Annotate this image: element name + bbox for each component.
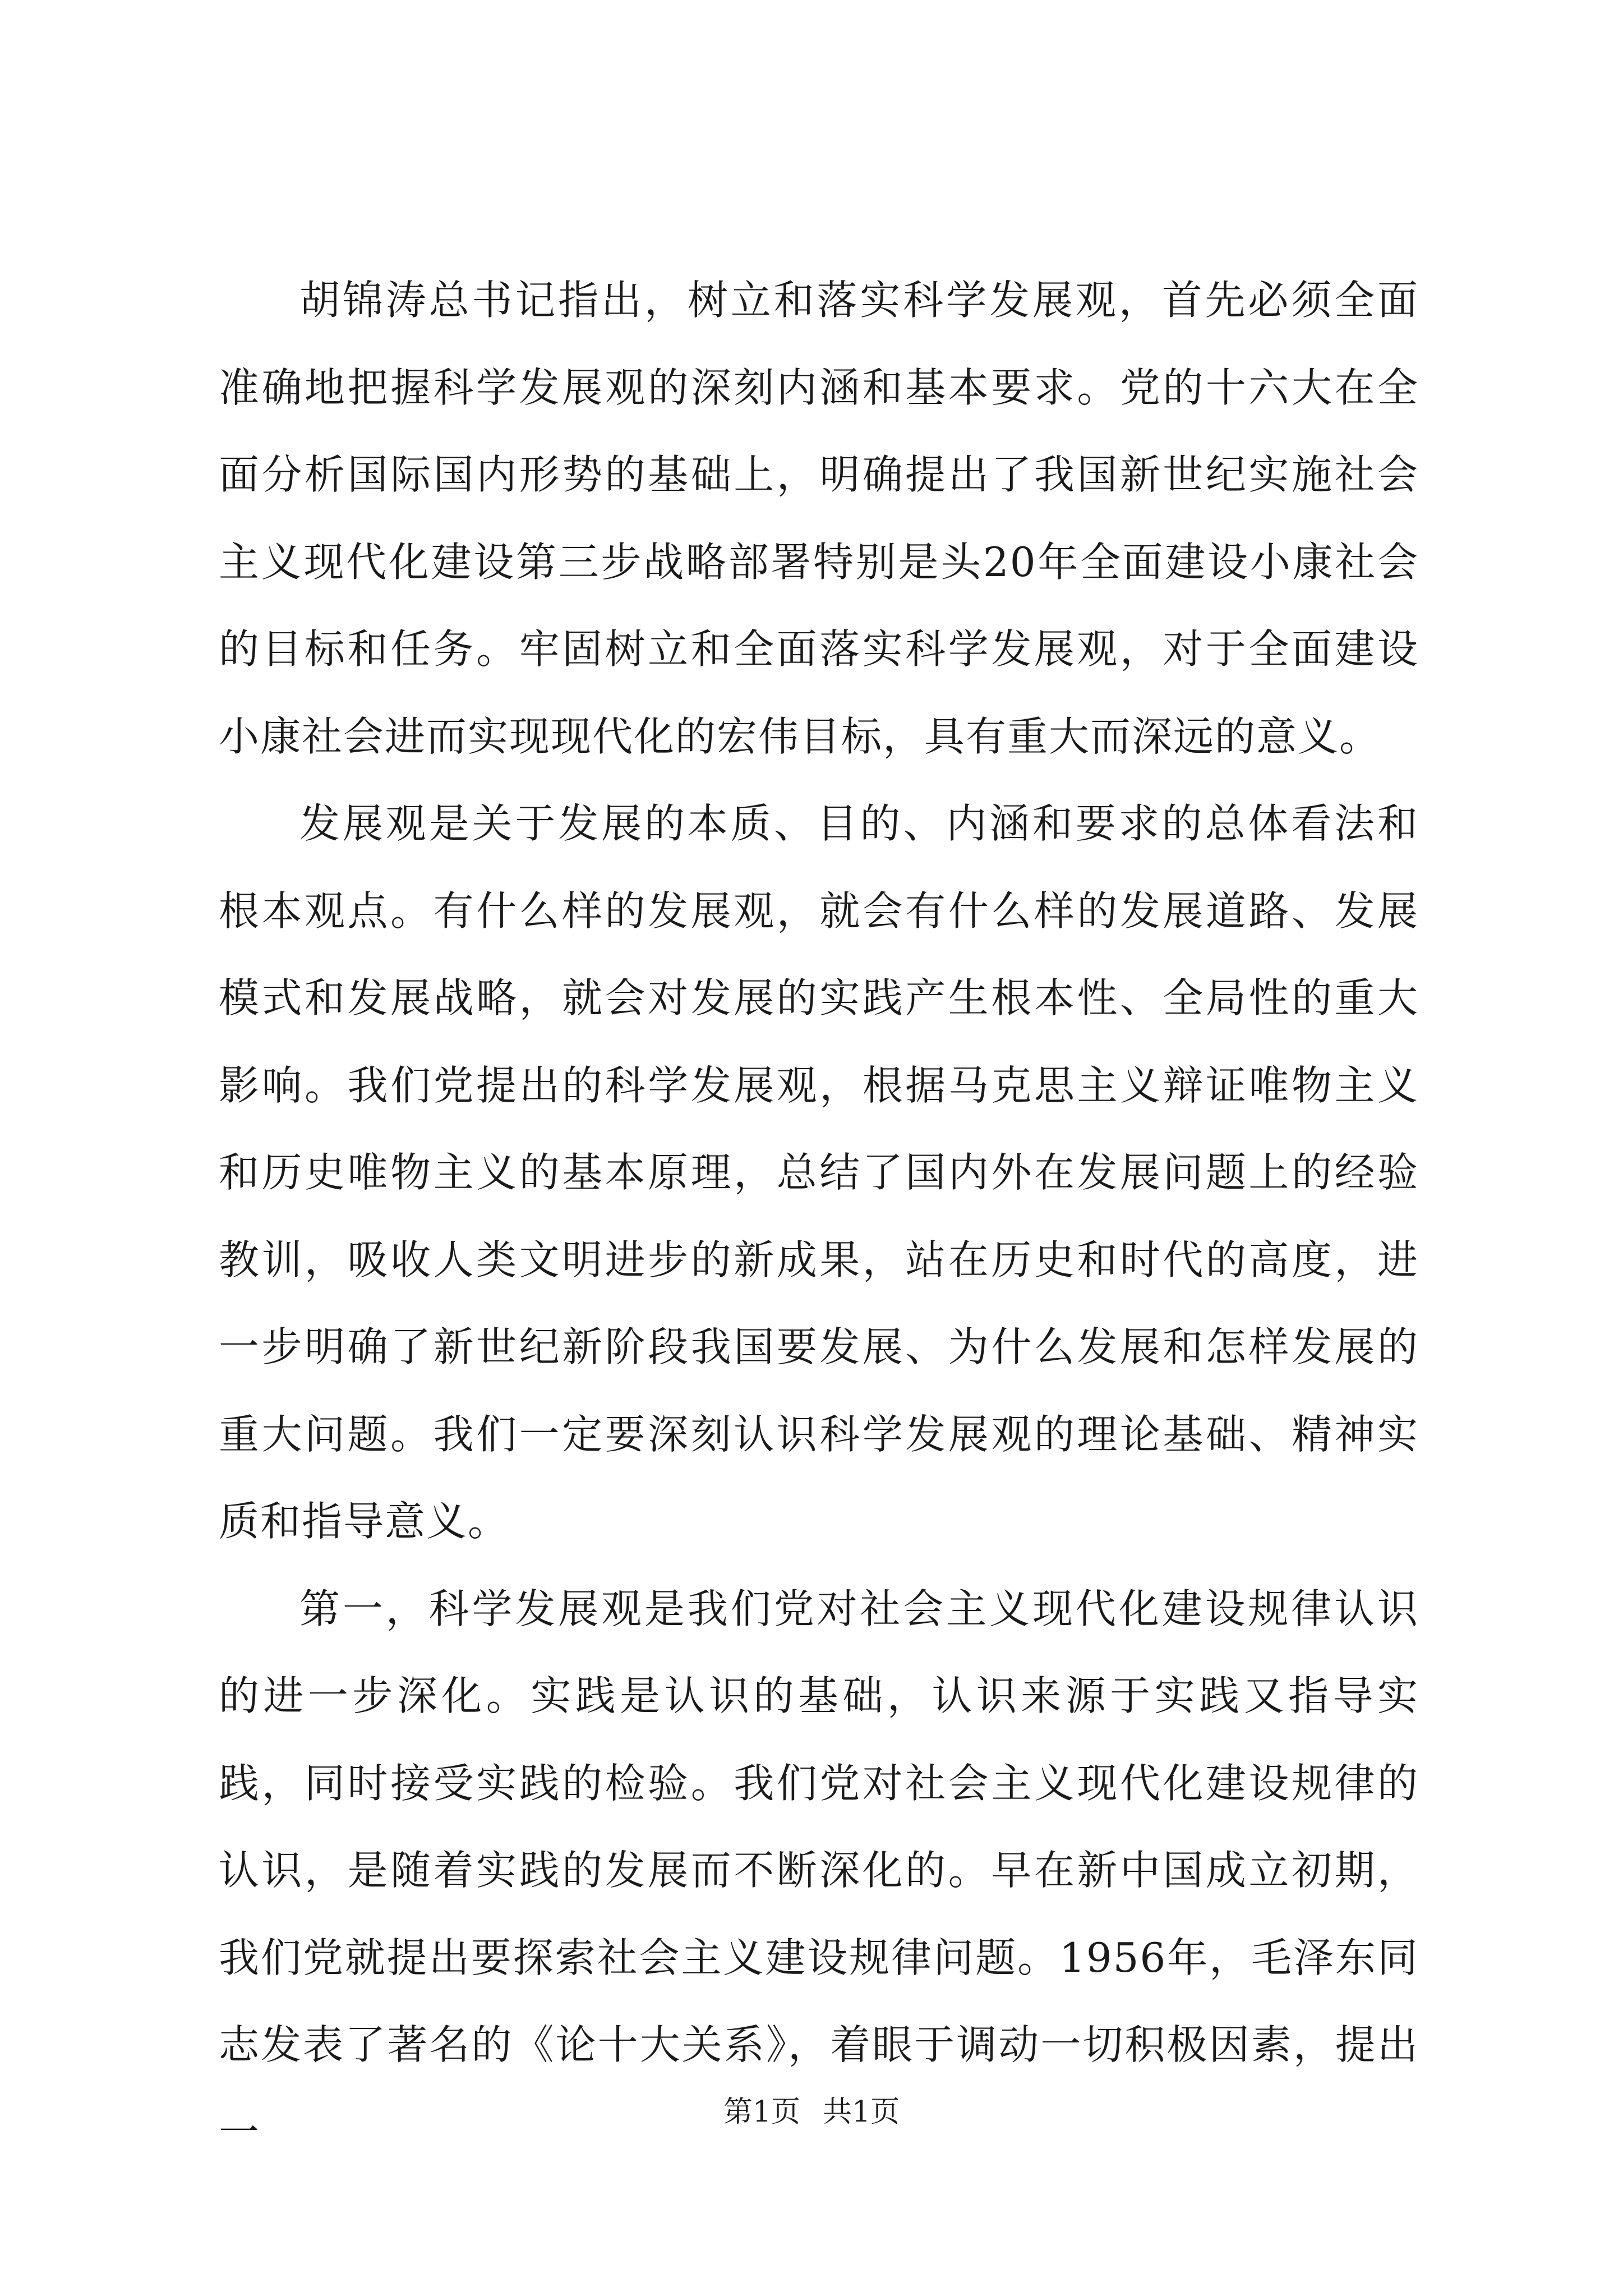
paragraph: 发展观是关于发展的本质、目的、内涵和要求的总体看法和根本观点。有什么样的发展观，就会有什么样的发展道路、发展模式和发展战略，就会对发展的实践产生根本性、全局性的重大影响。我们党提出的科学发展观，根据马克思主义辩证唯物主义和历史唯物主义的基本原理，总结了国内外在发展问题上的经验教训，吸收人类文明进步的新成果，站在历史和时代的高度，进一步明确了新世纪新阶段我国要发展、为什么发展和怎样发展的重大问题。我们一定要深刻认识科学发展观的理论基础、精神实质和指导意义。 (219, 800, 1419, 1545)
page-number: 第1页 (723, 2095, 800, 2129)
page-total: 共1页 (823, 2095, 900, 2129)
paragraph: 胡锦涛总书记指出，树立和落实科学发展观，首先必须全面准确地把握科学发展观的深刻内涵和基本要求。党的十六大在全面分析国际国内形势的基础上，明确提出了我国新世纪实施社会主义现代化建设第三步战略部署特别是头20年全面建设小康社会的目标和任务。牢固树立和全面落实科学发展观，对于全面建设小康社会进而实现现代化的宏伟目标，具有重大而深远的意义。 (219, 277, 1419, 760)
paragraph: 第一，科学发展观是我们党对社会主义现代化建设规律认识的进一步深化。实践是认识的基础，认识来源于实践又指导实践，同时接受实践的检验。我们党对社会主义现代化建设规律的认识，是随着实践的发展而不断深化的。早在新中国成立初期，我们党就提出要探索社会主义建设规律问题。1956年，毛泽东同志发表了著名的《论十大关系》，着眼于调动一切积极因素，提出一 (219, 1585, 1419, 2156)
page-footer (0, 2092, 1623, 2132)
document-body (219, 257, 1419, 2176)
